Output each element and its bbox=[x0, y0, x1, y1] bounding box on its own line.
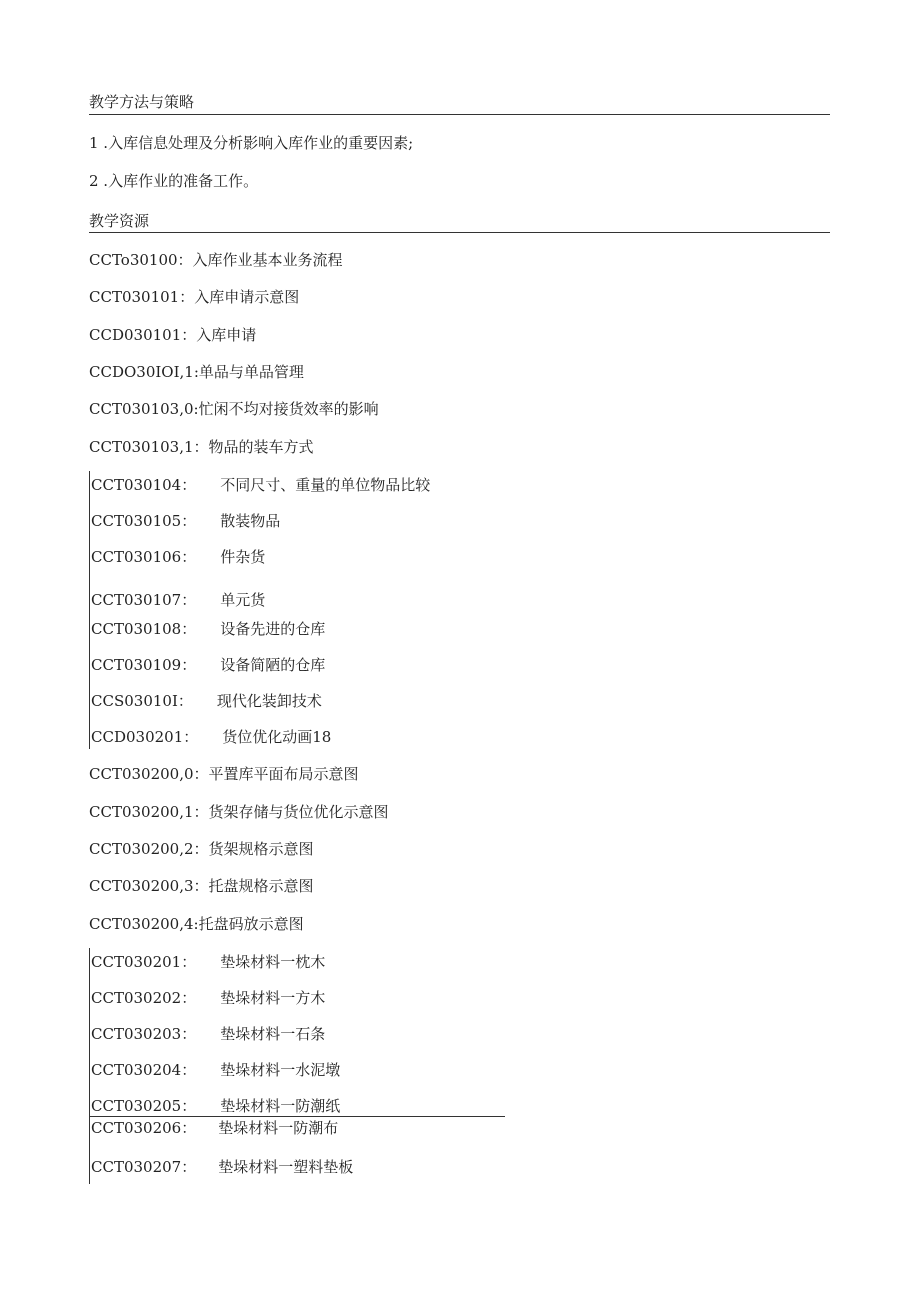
resource-item: CCT030103,1：物品的装车方式 bbox=[89, 438, 314, 456]
methods-heading-rule bbox=[89, 114, 830, 115]
resource-item bbox=[91, 475, 430, 495]
resource-item: CCT030101：入库申请示意图 bbox=[89, 288, 300, 306]
resource-item: CCD030101：入库申请 bbox=[89, 326, 257, 344]
resource-code: CCT030206： bbox=[91, 1119, 197, 1137]
block2-left-bracket bbox=[89, 948, 90, 1184]
resource-code: CCT030109： bbox=[91, 656, 197, 674]
methods-item-2: 2 .入库作业的准备工作。 bbox=[89, 172, 259, 190]
resource-desc: 垫垛材料一石条 bbox=[220, 1025, 326, 1043]
resource-item bbox=[91, 1024, 325, 1044]
resource-item: CCT030200,1：货架存储与货位优化示意图 bbox=[89, 803, 389, 821]
resource-code: CCD030201： bbox=[91, 728, 199, 746]
resource-item: CCT030103,0:忙闲不均对接货效率的影响 bbox=[89, 400, 379, 418]
methods-heading: 教学方法与策略 bbox=[89, 93, 195, 111]
resource-desc: 设备简陋的仓库 bbox=[220, 656, 326, 674]
resources-heading-rule bbox=[89, 232, 830, 233]
resource-desc: 货位优化动画18 bbox=[222, 728, 332, 746]
resource-code: CCT030203： bbox=[91, 1025, 197, 1043]
resource-item bbox=[91, 727, 331, 747]
resource-code: CCS03010I： bbox=[91, 692, 193, 710]
resource-code: CCT030108： bbox=[91, 620, 197, 638]
resource-desc: 垫垛材料一方木 bbox=[220, 989, 326, 1007]
resource-item bbox=[91, 1060, 340, 1080]
methods-item-1: 1 .入库信息处理及分析影响入库作业的重要因素; bbox=[89, 134, 414, 152]
resource-desc: 垫垛材料一防潮纸 bbox=[220, 1097, 341, 1115]
resource-item bbox=[91, 988, 325, 1008]
resource-code: CCT030104： bbox=[91, 476, 197, 494]
resource-code: CCT030105： bbox=[91, 512, 197, 530]
resource-item bbox=[91, 952, 325, 972]
resource-item: CCDO30IOI,1:单品与单品管理 bbox=[89, 363, 304, 381]
resource-code: CCT030207： bbox=[91, 1158, 197, 1176]
resource-item bbox=[91, 1118, 338, 1138]
block1-left-bracket bbox=[89, 471, 90, 749]
resource-desc: 不同尺寸、重量的单位物品比较 bbox=[220, 476, 431, 494]
resource-code: CCT030107： bbox=[91, 591, 197, 609]
resource-item: CCTo30100：入库作业基本业务流程 bbox=[89, 251, 343, 269]
resource-item: CCT030200,0：平置库平面布局示意图 bbox=[89, 765, 359, 783]
resource-desc: 现代化装卸技术 bbox=[216, 692, 322, 710]
resource-desc: 散装物品 bbox=[220, 512, 281, 530]
resource-code: CCT030204： bbox=[91, 1061, 197, 1079]
resources-heading: 教学资源 bbox=[89, 212, 150, 230]
resource-item bbox=[91, 1096, 340, 1116]
block-divider-rule bbox=[89, 1116, 505, 1117]
resource-code: CCT030205： bbox=[91, 1097, 197, 1115]
resource-item: CCT030200,4:托盘码放示意图 bbox=[89, 915, 304, 933]
resource-code: CCT030106： bbox=[91, 548, 197, 566]
resource-item bbox=[91, 1157, 353, 1177]
resource-item: CCT030200,3：托盘规格示意图 bbox=[89, 877, 314, 895]
resource-desc: 垫垛材料一防潮布 bbox=[218, 1119, 339, 1137]
resource-desc: 单元货 bbox=[220, 591, 266, 609]
resource-code: CCT030202： bbox=[91, 989, 197, 1007]
resource-desc: 件杂货 bbox=[220, 548, 266, 566]
resource-item bbox=[91, 691, 322, 711]
resource-desc: 设备先进的仓库 bbox=[220, 620, 326, 638]
resource-desc: 垫垛材料一枕木 bbox=[220, 953, 326, 971]
resource-item bbox=[91, 619, 325, 639]
resource-item bbox=[91, 590, 265, 610]
resource-desc: 垫垛材料一塑料垫板 bbox=[218, 1158, 354, 1176]
resource-item bbox=[91, 547, 265, 567]
resource-desc: 垫垛材料一水泥墩 bbox=[220, 1061, 341, 1079]
resource-code: CCT030201： bbox=[91, 953, 197, 971]
resource-item: CCT030200,2：货架规格示意图 bbox=[89, 840, 314, 858]
resource-item bbox=[91, 655, 325, 675]
resource-item bbox=[91, 511, 280, 531]
